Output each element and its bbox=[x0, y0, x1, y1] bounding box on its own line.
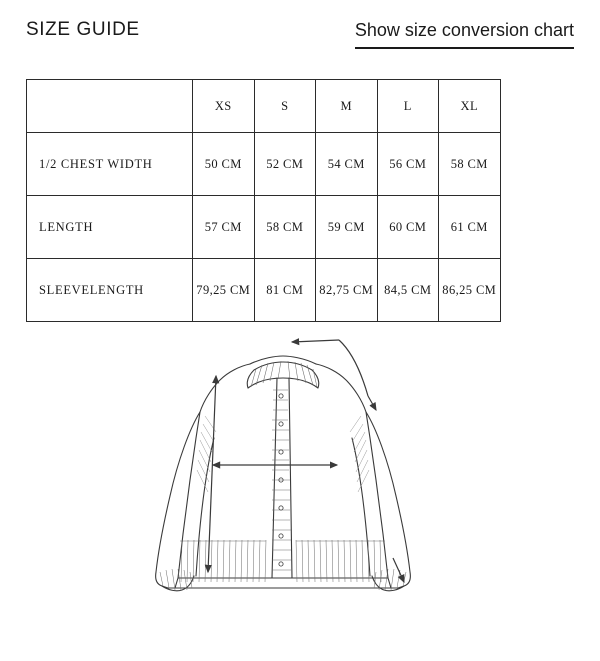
placket-right bbox=[289, 378, 292, 578]
column-header-s: S bbox=[254, 80, 316, 133]
cell-sleeve-l: 84,5 CM bbox=[377, 259, 439, 322]
table-corner-cell bbox=[27, 80, 193, 133]
row-label-length: LENGTH bbox=[27, 196, 193, 259]
cell-length-xs: 57 CM bbox=[193, 196, 255, 259]
cell-chest-l: 56 CM bbox=[377, 133, 439, 196]
size-table bbox=[26, 79, 501, 322]
button bbox=[279, 534, 283, 538]
table-row bbox=[27, 133, 501, 196]
cell-sleeve-xs: 79,25 CM bbox=[193, 259, 255, 322]
collar-outer bbox=[250, 356, 316, 364]
cell-length-xl: 61 CM bbox=[439, 196, 501, 259]
cell-length-m: 59 CM bbox=[316, 196, 378, 259]
size-table-container bbox=[26, 79, 500, 322]
cell-sleeve-xl: 86,25 CM bbox=[439, 259, 501, 322]
table-header-row bbox=[27, 80, 501, 133]
button bbox=[279, 394, 283, 398]
collar-ribbing bbox=[247, 362, 319, 388]
collar-rib-hatch bbox=[251, 361, 317, 387]
row-label-sleeve-length: SLEEVELENGTH bbox=[27, 259, 193, 322]
cell-sleeve-s: 81 CM bbox=[254, 259, 316, 322]
column-header-m: M bbox=[316, 80, 378, 133]
show-size-conversion-chart-link[interactable]: Show size conversion chart bbox=[355, 18, 574, 49]
page-title: SIZE GUIDE bbox=[26, 19, 140, 40]
cell-chest-xs: 50 CM bbox=[193, 133, 255, 196]
cardigan-illustration-svg bbox=[0, 320, 600, 650]
column-header-xl: XL bbox=[439, 80, 501, 133]
cell-chest-m: 54 CM bbox=[316, 133, 378, 196]
right-sleeve-outer bbox=[366, 412, 410, 586]
page-header bbox=[26, 18, 574, 58]
left-sleeve-inner bbox=[196, 438, 214, 576]
table-row bbox=[27, 259, 501, 322]
button bbox=[279, 506, 283, 510]
placket-left bbox=[272, 378, 277, 578]
sleeve-length-arrow bbox=[292, 340, 376, 410]
row-label-chest-width: 1/2 CHEST WIDTH bbox=[27, 133, 193, 196]
button bbox=[279, 562, 283, 566]
table-row bbox=[27, 196, 501, 259]
column-header-xs: XS bbox=[193, 80, 255, 133]
cell-length-s: 58 CM bbox=[254, 196, 316, 259]
cardigan-measurement-diagram bbox=[0, 320, 600, 650]
cell-length-l: 60 CM bbox=[377, 196, 439, 259]
button bbox=[279, 450, 283, 454]
right-sleeve-inner bbox=[352, 438, 370, 576]
hem-rib-hatch bbox=[180, 540, 385, 582]
placket-hatch bbox=[272, 390, 291, 570]
cell-chest-s: 52 CM bbox=[254, 133, 316, 196]
button bbox=[279, 422, 283, 426]
column-header-l: L bbox=[377, 80, 439, 133]
cell-sleeve-m: 82,75 CM bbox=[316, 259, 378, 322]
cell-chest-xl: 58 CM bbox=[439, 133, 501, 196]
